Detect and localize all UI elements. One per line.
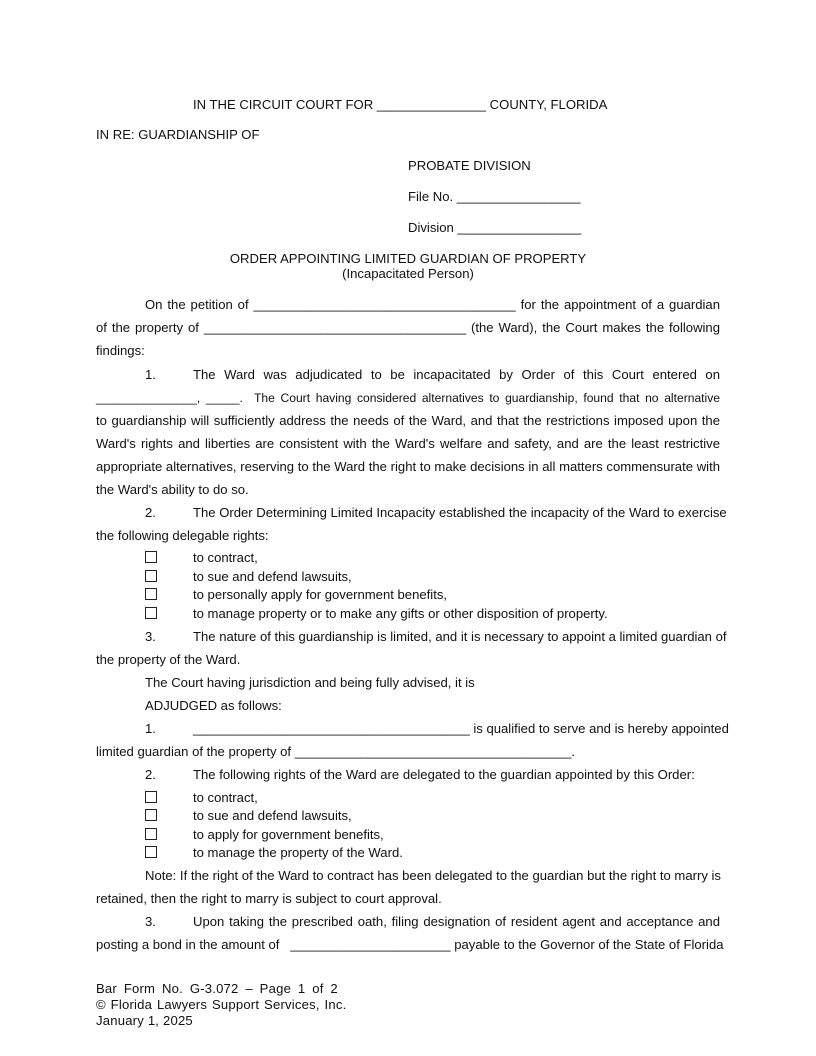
checkbox-label: to contract, [193, 550, 258, 565]
checkbox[interactable] [145, 588, 157, 600]
checkbox-label: to sue and defend lawsuits, [193, 569, 352, 584]
checkbox-label: to personally apply for government benefits, [193, 587, 448, 602]
finding-number: 2. [145, 505, 156, 520]
intro-line: of the property of ____________________________________ (the Ward), the Court makes the following [96, 320, 720, 335]
order-line: ______________________________________ is qualified to serve and is hereby appointed [193, 721, 729, 736]
adjudged-heading: ADJUDGED as follows: [145, 698, 282, 713]
order-number: 1. [145, 721, 156, 736]
checkbox-label: to manage property or to make any gifts or other disposition of property. [193, 606, 608, 621]
order-number: 2. [145, 767, 156, 782]
order-line: posting a bond in the amount of ______________________ payable to the Governor of the State of Florida [96, 937, 724, 952]
finding-line: appropriate alternatives, reserving to the Ward the right to make decisions in all matters commensurate with [96, 459, 720, 474]
file-no-field: File No. _________________ [408, 189, 581, 204]
checkbox[interactable] [145, 846, 157, 858]
checkbox-label: to contract, [193, 790, 258, 805]
form-number: Bar Form No. G-3.072 – Page 1 of 2 [96, 981, 338, 996]
checkbox[interactable] [145, 607, 157, 619]
document-title: ORDER APPOINTING LIMITED GUARDIAN OF PROPERTY [229, 251, 587, 266]
order-line: Upon taking the prescribed oath, filing designation of resident agent and acceptance and [193, 914, 720, 929]
checkbox[interactable] [145, 570, 157, 582]
finding-number: 1. [145, 367, 156, 382]
division-title: PROBATE DIVISION [408, 158, 531, 173]
in-re-caption: IN RE: GUARDIANSHIP OF [96, 127, 260, 142]
jurisdiction-statement: The Court having jurisdiction and being fully advised, it is [145, 675, 475, 690]
order-line: limited guardian of the property of ______________________________________. [96, 744, 576, 759]
checkbox[interactable] [145, 551, 157, 563]
note-line: retained, then the right to marry is subject to court approval. [96, 891, 442, 906]
intro-line: On the petition of ____________________________________ for the appointment of a guardian [145, 297, 720, 312]
finding-line: _______________, _____. The Court having considered alternatives to guardianship, found that no alternative [96, 391, 720, 405]
finding-line: to guardianship will sufficiently address the needs of the Ward, and that the restrictions imposed upon the [96, 413, 720, 428]
document-subtitle: (Incapacitated Person) [342, 266, 474, 281]
finding-line: Ward's rights and liberties are consistent with the Ward's welfare and safety, and are the least restrictive [96, 436, 720, 451]
checkbox-label: to manage the property of the Ward. [193, 845, 403, 860]
court-caption: IN THE CIRCUIT COURT FOR _______________ COUNTY, FLORIDA [193, 97, 608, 112]
form-date: January 1, 2025 [96, 1013, 193, 1028]
checkbox[interactable] [145, 809, 157, 821]
finding-line: The Ward was adjudicated to be incapacitated by Order of this Court entered on [193, 367, 720, 382]
note-line: Note: If the right of the Ward to contract has been delegated to the guardian but the right to marry is [145, 868, 721, 883]
checkbox[interactable] [145, 828, 157, 840]
division-field: Division _________________ [408, 220, 582, 235]
finding-line: the Ward's ability to do so. [96, 482, 249, 497]
finding-line: the following delegable rights: [96, 528, 269, 543]
order-number: 3. [145, 914, 156, 929]
finding-number: 3. [145, 629, 156, 644]
finding-line: the property of the Ward. [96, 652, 241, 667]
order-line: The following rights of the Ward are delegated to the guardian appointed by this Order: [193, 767, 695, 782]
finding-line: The nature of this guardianship is limited, and it is necessary to appoint a limited guardian of [193, 629, 727, 644]
checkbox-label: to sue and defend lawsuits, [193, 808, 352, 823]
checkbox[interactable] [145, 791, 157, 803]
copyright-notice: © Florida Lawyers Support Services, Inc. [96, 997, 347, 1012]
intro-line: findings: [96, 343, 145, 358]
checkbox-label: to apply for government benefits, [193, 827, 384, 842]
finding-line: The Order Determining Limited Incapacity established the incapacity of the Ward to exercise [193, 505, 727, 520]
